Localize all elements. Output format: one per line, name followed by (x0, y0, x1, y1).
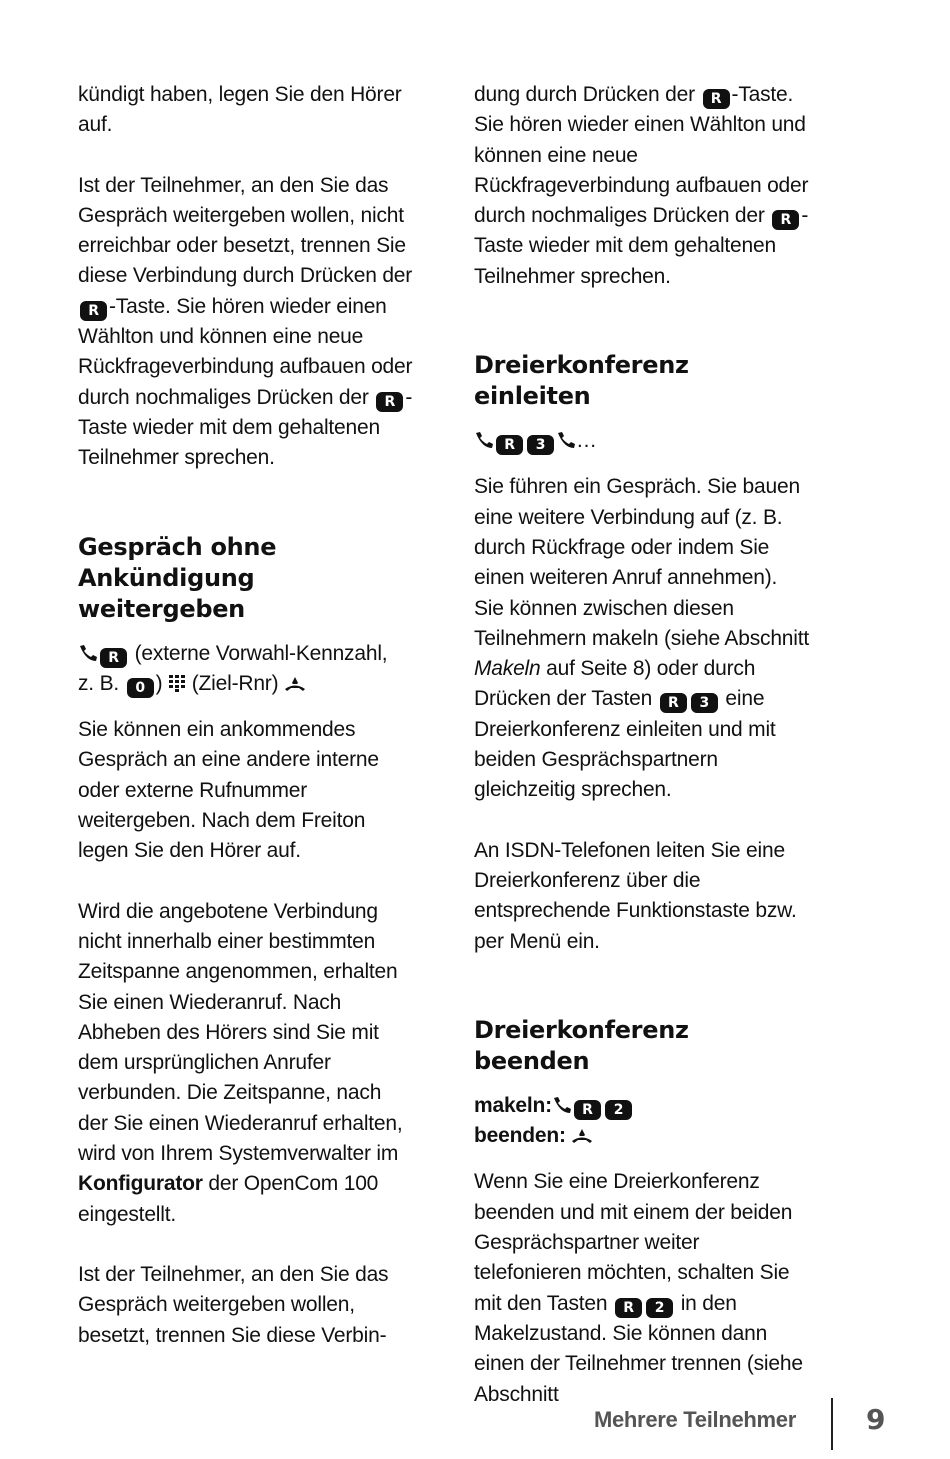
text: Wird die angebotene Verbindung nicht innerhalb einer bestimmten Zeitspanne angenommen, erhalten Sie einen Wiederanruf. Nach Abheben des Hörers sind Sie mit dem ursprünglichen Anrufer verbunden. Die Zeitspanne, nach der Sie einen Wiederanruf erhalten, wird von Ihrem Systemverwalter im (78, 899, 403, 1166)
r-key-icon: R (615, 1298, 642, 1318)
footer-section-title: Mehrere Teilnehmer (593, 1407, 796, 1432)
paragraph (474, 80, 809, 292)
text: Wenn Sie eine Dreierkonferenz beenden und mit einem der beiden Gesprächspartner weiter telefonieren möchten, schalten Sie mit den Tasten (474, 1170, 793, 1315)
key-sequence (474, 1091, 809, 1152)
italic-term: Makeln (474, 657, 541, 681)
key-sequence (474, 426, 809, 456)
r-key-icon: R (80, 301, 107, 321)
text: -Taste. Sie hören wieder einen Wählton und können eine neue Rückfrageverbindung aufbauen oder durch nochmaliges Drücken der (78, 294, 413, 409)
text: eine Dreierkonferenz einleiten und mit beiden Gesprächspartnern gleichzeitig sprechen. (474, 687, 776, 802)
paragraph (474, 1167, 809, 1409)
text: Ist der Teilnehmer, an den Sie das Gespräch weitergeben wollen, nicht erreichbar oder besetzt, trennen Sie diese Verbindung durch Drücken der (78, 173, 413, 288)
makeln-label: makeln: (474, 1093, 552, 1117)
section-heading: Dreierkonferenz beenden (474, 1015, 689, 1075)
r-key-icon: R (772, 210, 799, 230)
text: der OpenCom 100 eingestellt. (78, 1172, 379, 1226)
handset-lift-icon (556, 431, 576, 449)
footer-divider (831, 1398, 833, 1450)
key-sequence (78, 639, 413, 700)
three-key-icon: 3 (691, 693, 718, 713)
text: -Taste. Sie hören wieder einen Wählton und können eine neue Rückfrageverbindung aufbauen oder durch nochmaliges Drücken der (474, 83, 809, 228)
page-number: 9 (866, 1403, 886, 1436)
handset-lift-icon (474, 431, 494, 449)
text: -Taste wieder mit dem gehaltenen Teilnehmer sprechen. (78, 385, 413, 470)
text: in den Makelzustand. Sie können dann einen der Teilnehmer trennen (siehe Abschnitt (474, 1291, 803, 1406)
paragraph (78, 171, 413, 474)
three-key-icon: 3 (527, 435, 554, 455)
text: (externe Vorwahl-Kennzahl, (134, 641, 388, 665)
beenden-label: beenden: (474, 1124, 566, 1148)
text: auf Seite 8) oder durch Drücken der Tasten (474, 657, 756, 711)
r-key-icon: R (100, 648, 127, 668)
keypad-icon (168, 674, 186, 692)
section-heading: Gespräch ohne Ankündigung weitergeben (78, 532, 277, 623)
text: (Ziel-Rnr) (191, 671, 279, 695)
left-column (78, 80, 413, 1351)
paragraph: kündigt haben, legen Sie den Hörer auf. (78, 83, 402, 137)
paragraph (474, 472, 809, 805)
two-key-icon: 2 (646, 1298, 673, 1318)
two-key-icon: 2 (605, 1100, 632, 1120)
ellipsis: … (576, 429, 597, 453)
text: z. B. (78, 671, 120, 695)
text: Sie führen ein Gespräch. Sie bauen eine weitere Verbindung auf (z. B. durch Rückfrage oder indem Sie einen weiteren Anruf annehmen). Sie können zwischen diesen Teilnehmern makeln (siehe Abschnitt (474, 475, 810, 650)
handset-hangup-icon (284, 676, 306, 692)
zero-key-icon: 0 (127, 678, 154, 698)
bold-term: Konfigurator (78, 1172, 203, 1196)
paragraph (78, 897, 413, 1230)
handset-hangup-icon (571, 1128, 593, 1144)
text: dung durch Drücken der (474, 83, 695, 106)
paragraph: Sie können ein ankommendes Gespräch an eine andere interne oder externe Rufnummer weitergeben. Nach dem Freiton legen Sie den Hörer auf. (78, 718, 379, 863)
r-key-icon: R (660, 693, 687, 713)
paragraph: Ist der Teilnehmer, an den Sie das Gespräch weitergeben wollen, besetzt, trennen Sie diese Verbin- (78, 1262, 389, 1347)
r-key-icon: R (496, 435, 523, 455)
r-key-icon: R (574, 1100, 601, 1120)
r-key-icon: R (376, 392, 403, 412)
handset-lift-icon (552, 1096, 572, 1114)
r-key-icon: R (703, 89, 730, 109)
right-column (474, 80, 809, 1410)
text: ) (155, 671, 163, 695)
text: -Taste wieder mit dem gehaltenen Teilnehmer sprechen. (474, 204, 809, 288)
paragraph: An ISDN-Telefonen leiten Sie eine Dreierkonferenz über die entsprechende Funktionstaste bzw. per Menü ein. (474, 838, 797, 953)
handset-lift-icon (78, 644, 98, 662)
section-heading: Dreierkonferenz einleiten (474, 351, 689, 411)
